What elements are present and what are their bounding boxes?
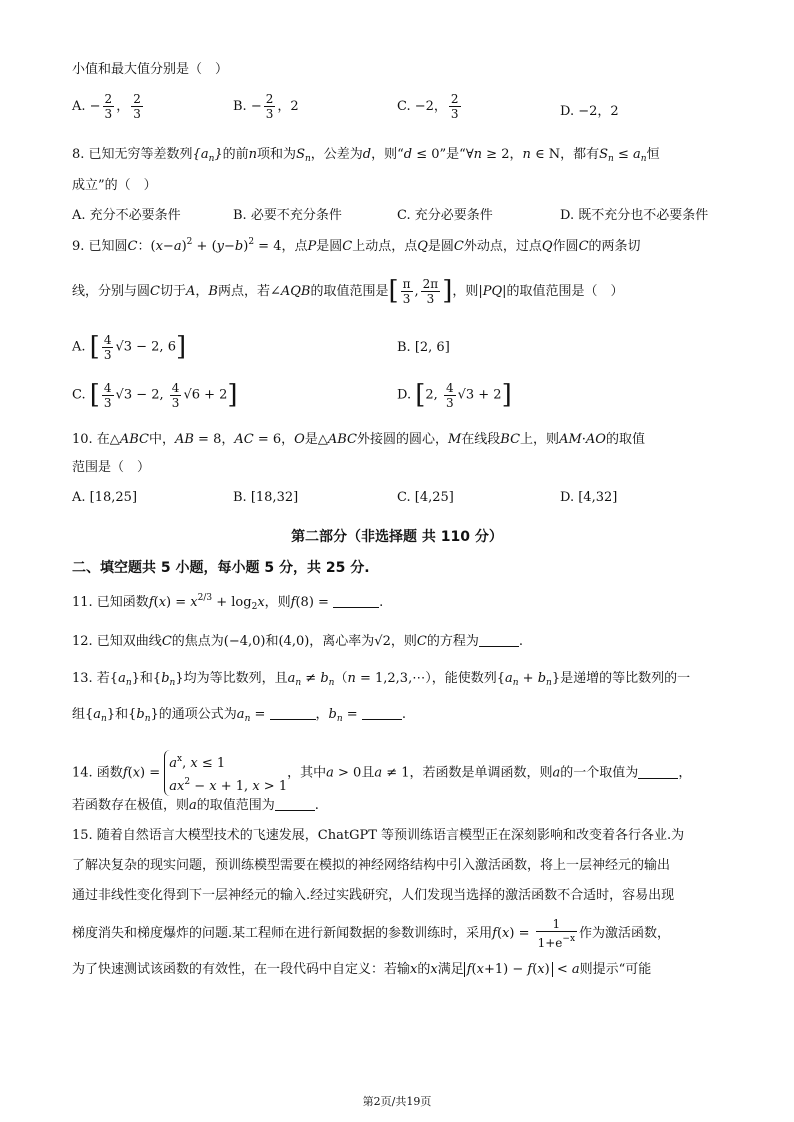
q8-option-d: D. 既不充分也不必要条件: [560, 208, 709, 223]
q8-line2: 成立”的（ ）: [72, 178, 157, 193]
q7-option-a: A. − $\frac{2}{3}$ ， $\frac{2}{3}$: [72, 92, 141, 121]
q9-option-a: A. [ $\frac{4}{3}$ √3 − 2, 6]: [72, 332, 187, 362]
q10-option-d: D. [4,32]: [560, 490, 618, 505]
q15-line3: 通过非线性变化得到下一层神经元的输入.经过实践研究，人们发现当选择的激活函数不合适时，容易出现: [72, 888, 675, 903]
q9-line1: 9. 已知圆C：$(x-a)^2 + (y-b)^2 = 4$，点P是圆C上动点，点Q是圆C外动点，过点Q作圆C的两条切: [72, 237, 641, 254]
q10-option-a: A. [18,25]: [72, 490, 138, 505]
q12: 12. 已知双曲线C的焦点为(−4,0)和(4,0)，离心率为√2，则C的方程为 .: [72, 634, 523, 649]
q15-line4: 梯度消失和梯度爆炸的问题.某工程师在进行新闻数据的参数训练时，采用f(x) = $\frac{1}{1+e^{-x}}$ 作为激活函数，: [72, 917, 671, 950]
section2-heading: 二、填空题共 5 小题，每小题 5 分，共 25 分.: [72, 560, 370, 576]
q8-line1: 8. 已知无穷等差数列$\{a_n\}$的前n项和为$S_n$，公差为d，则“d ≤ 0”是“∀n ≥ 2，n ∈ N，都有$S_n \le a_n$恒: [72, 147, 660, 164]
q7-option-b: B. − $\frac{2}{3}$ ，2: [233, 92, 299, 121]
q15-line1: 15. 随着自然语言大模型技术的飞速发展，ChatGPT 等预训练语言模型正在深刻影响和改变着各行各业.为: [72, 828, 685, 843]
part2-title: 第二部分（非选择题 共 110 分）: [291, 529, 503, 545]
q15-line2: 了解决复杂的现实问题，预训练模型需要在模拟的神经网络结构中引入激活函数，将上一层神经元的输出: [72, 858, 671, 873]
q9-line2: 线，分别与圆C切于A，B两点，若∠AQB的取值范围是[ $\frac{\pi}{3}$ , $\frac{2\pi}{3}$ ]，则|PQ|的取值范围是（ ）: [72, 276, 624, 307]
q7-option-c: C. −2， $\frac{2}{3}$: [397, 92, 459, 121]
q10-line1: 10. 在△ABC中，AB = 8，AC = 6，O是△ABC外接圆的圆心，M在线段BC上，则AM·AO的取值: [72, 432, 645, 447]
q9-option-c: C. [ $\frac{4}{3}$ √3 − 2, $\frac{4}{3}$ √6 + 2]: [72, 380, 238, 410]
q14-line2: 若函数存在极值，则a的取值范围为 .: [72, 798, 319, 813]
q8-option-b: B. 必要不充分条件: [233, 208, 342, 223]
q13-line1: 13. 若$\{a_n\}$和$\{b_n\}$均为等比数列，且$a_n \ne b_n(n$ = 1,2,3,⋯），能使数列$\{a_n + b_n\}$是递增的等比数列的一: [72, 671, 691, 688]
q9-option-b: B. [2, 6]: [397, 340, 450, 355]
q7-option-d: D. −2，2: [560, 104, 619, 119]
q8-option-a: A. 充分不必要条件: [72, 208, 181, 223]
q10-option-c: C. [4,25]: [397, 490, 454, 505]
q14-line1: 14. 函数f(x) = $a^x$, x ≤ 1 $ax^2 - x + 1$, x > 1 ，其中a > 0且a ≠ 1，若函数是单调函数，则a的一个取值为 ，: [72, 750, 691, 796]
q13-line2: 组$\{a_n\}$和$\{b_n\}$的通项公式为$a_n$ = ，$b_n$ = .: [72, 707, 406, 724]
q8-option-c: C. 充分必要条件: [397, 208, 493, 223]
q7-tail: [72, 62, 228, 78]
q10-line2: 范围是（ ）: [72, 460, 151, 475]
q10-option-b: B. [18,32]: [233, 490, 299, 505]
q11: 11. 已知函数$f(x) = x^{2/3} + \log_2x$，则f(8) = .: [72, 593, 384, 612]
q9-option-d: D. [2, $\frac{4}{3}$ √3 + 2]: [397, 380, 512, 410]
q15-line5: 为了快速测试该函数的有效性，在一段代码中自定义：若输x的x满足 f(x+1) − f(x) < a则提示“可能: [72, 962, 652, 977]
page-footer: 第2页/共19页: [362, 1095, 432, 1108]
q7-tail-text: 小值和最大值分别是（ ）: [72, 62, 229, 77]
